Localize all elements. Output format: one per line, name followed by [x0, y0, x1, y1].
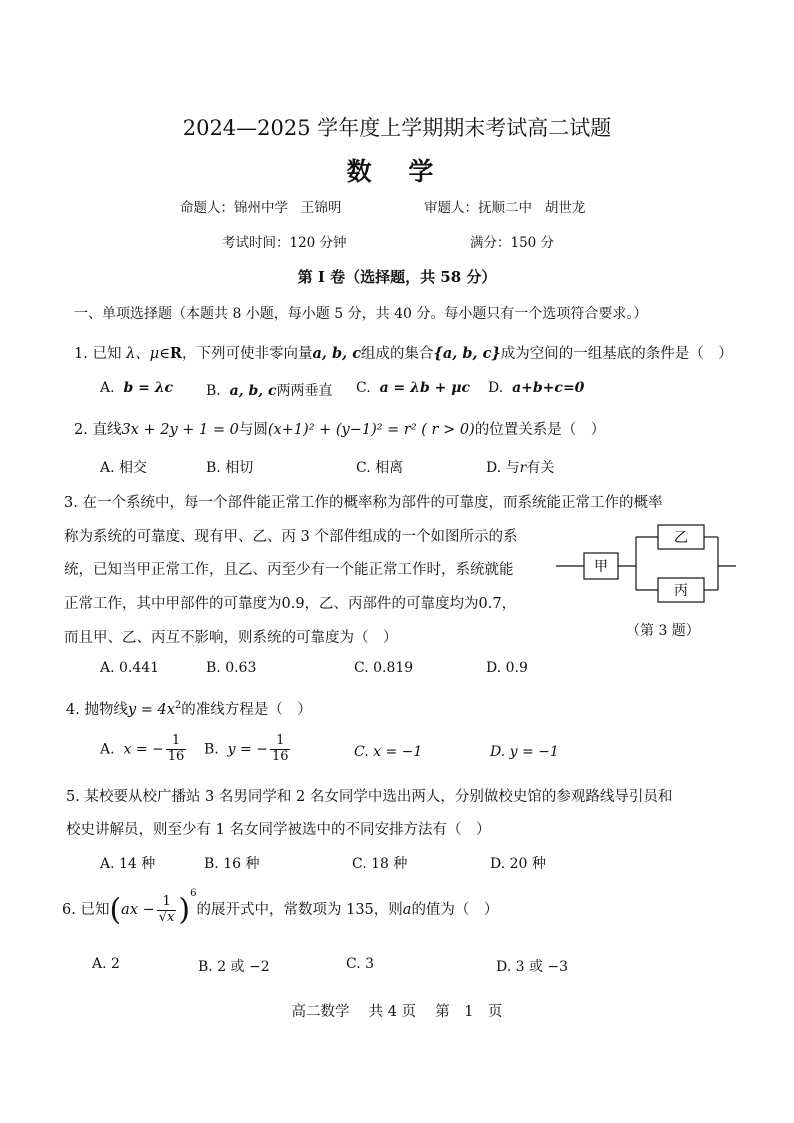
q4-b-frac-num: 1 [270, 734, 291, 750]
q1-b-vec: a, b, c [229, 383, 277, 399]
q4-option-a [100, 734, 188, 765]
reviewer-school: 抚顺二中 [478, 200, 532, 216]
q4-a-fraction [166, 734, 187, 765]
q4-eq: y = 4x [127, 702, 175, 718]
q4-a-lhs: x = − [123, 741, 164, 758]
question-4-stem [66, 698, 312, 719]
q6-text-c: 的值为（ ） [411, 902, 499, 918]
question-2-stem [74, 418, 605, 439]
author-line [180, 196, 341, 216]
reviewer-line [424, 196, 585, 216]
question-3-line-2: 称为系统的可靠度、现有甲、乙、丙 3 个部件组成的一个如图所示的系 [64, 529, 518, 545]
q3-option-c: C. 0.819 [354, 660, 414, 676]
q1-text-d: 组成的集合 [361, 346, 434, 362]
q2-d-post: 有关 [526, 460, 555, 476]
author-name: 王锦明 [300, 200, 342, 216]
q1-set: {a, b, c} [433, 345, 501, 362]
page-footer: 高二数学 共 4 页 第 1 页 [291, 1004, 503, 1020]
q2-d-pre: D. 与 [486, 460, 520, 476]
q6-option-d: D. 3 或 −3 [496, 959, 569, 975]
q6-var-a: a [402, 902, 412, 918]
q2-circle-eq: (x+1)² + (y−1)² = r² ( r > 0) [267, 422, 475, 438]
q6-option-a: A. 2 [92, 956, 120, 972]
q1-option-b [206, 380, 333, 400]
q2-option-b: B. 相切 [206, 460, 254, 476]
reviewer-name: 胡世龙 [544, 200, 586, 216]
author-school: 锦州中学 [234, 200, 288, 216]
component-jia-label: 甲 [594, 559, 608, 575]
q5-option-a: A. 14 种 [100, 856, 156, 872]
exam-title: 2024—2025 学年度上学期期末考试高二试题 [182, 116, 612, 140]
q1-option-a [100, 380, 173, 396]
part-heading: 第 I 卷（选择题，共 58 分） [297, 268, 497, 286]
q2-line-eq: 3x + 2y + 1 = 0 [121, 422, 239, 438]
q6-frac-den: √x [158, 909, 175, 925]
component-yi-label: 乙 [674, 530, 688, 546]
q5-option-d: D. 20 种 [490, 856, 546, 872]
q4-eq-sup: 2 [174, 700, 182, 712]
q6-option-c: C. 3 [346, 956, 375, 972]
figure-caption: （第 3 题） [626, 623, 700, 639]
q1-vars: λ、μ [126, 346, 160, 362]
reviewer-label: 审题人： [424, 200, 478, 216]
question-3-line-5: 而且甲、乙、丙互不影响，则系统的可靠度为（ ） [64, 630, 398, 646]
section-1-instruction: 一、单项选择题（本题共 8 小题，每小题 5 分，共 40 分。每小题只有一个选项符合要求。） [74, 306, 648, 322]
q3-option-d: D. 0.9 [486, 660, 528, 676]
q1-c-math: a = λb + μc [379, 380, 470, 396]
q4-b-fraction [270, 734, 291, 765]
q6-text-b: 的展开式中，常数项为 135，则 [196, 902, 403, 918]
q4-option-b [204, 734, 292, 765]
q6-text-a: 6. 已知 [62, 902, 110, 918]
q6-left-paren: ( [109, 892, 122, 928]
q4-b-label: B. [204, 741, 219, 758]
q2-option-c: C. 相离 [356, 460, 404, 476]
q1-vectors: a, b, c [312, 345, 362, 362]
q2-option-d [486, 457, 554, 477]
q1-b-label: B. [206, 383, 221, 399]
q4-b-frac-den: 16 [271, 748, 289, 764]
q1-a-math: b = λc [123, 380, 174, 396]
q1-d-math: a+b+c=0 [512, 380, 585, 396]
q3-option-b: B. 0.63 [206, 660, 257, 676]
component-bing-label: 丙 [674, 583, 688, 599]
q1-c-label: C. [356, 380, 371, 396]
q6-right-paren: ) [178, 892, 191, 928]
q6-frac-num: 1 [157, 895, 177, 911]
q2-d-var: r [519, 460, 527, 476]
q5-option-c: C. 18 种 [352, 856, 408, 872]
q6-option-b: B. 2 或 −2 [198, 959, 270, 975]
q4-b-lhs: y = − [227, 741, 268, 758]
question-5-line-1: 5. 某校要从校广播站 3 名男同学和 2 名女同学中选出两人，分别做校史馆的参观路线导引员和 [66, 789, 673, 805]
q1-d-label: D. [488, 380, 504, 396]
author-label: 命题人： [180, 200, 234, 216]
question-6-stem [62, 888, 498, 928]
q4-text-a: 4. 抛物线 [66, 702, 128, 718]
question-3-line-1: 3. 在一个系统中，每一个部件能正常工作的概率称为部件的可靠度，而系统能正常工作的概率 [64, 495, 663, 511]
question-3-line-3: 统，已知当甲正常工作，且乙、丙至少有一个能正常工作时，系统就能 [64, 562, 514, 578]
q5-option-b: B. 16 种 [204, 856, 260, 872]
q4-a-frac-num: 1 [166, 734, 187, 750]
question-1-stem [74, 342, 733, 363]
full-score: 满分：150 分 [470, 235, 555, 251]
q2-text-b: 与圆 [238, 422, 268, 438]
q1-b-text: 两两垂直 [276, 383, 333, 399]
q4-text-b: 的准线方程是（ ） [181, 702, 312, 718]
q4-a-frac-den: 16 [167, 748, 185, 764]
exam-time: 考试时间：120 分钟 [222, 235, 347, 251]
q1-text-c: ，下列可使非零向量 [181, 346, 313, 362]
system-diagram [554, 520, 738, 610]
q1-text-e: 成为空间的一组基底的条件是（ ） [500, 346, 733, 362]
q6-fraction [157, 895, 177, 926]
question-5-line-2: 校史讲解员，则至少有 1 名女同学被选中的不同安排方法有（ ） [66, 822, 491, 838]
q4-option-c: C. x = −1 [354, 744, 423, 760]
q4-a-label: A. [100, 741, 115, 758]
q1-text-a: 1. 已知 [74, 346, 122, 362]
q1-option-d [488, 380, 584, 396]
q1-in: ∈ [159, 346, 170, 362]
q2-text-a: 2. 直线 [74, 422, 122, 438]
q6-power: 6 [190, 888, 197, 899]
q6-expr-ax: ax − [121, 902, 155, 918]
q1-R: R [169, 345, 182, 362]
q2-option-a: A. 相交 [100, 460, 148, 476]
q3-option-a: A. 0.441 [100, 660, 160, 676]
q4-option-d: D. y = −1 [490, 744, 559, 760]
q1-option-c [356, 380, 470, 396]
question-3-line-4: 正常工作，其中甲部件的可靠度为0.9，乙、丙部件的可靠度均为0.7， [64, 596, 517, 612]
q2-text-c: 的位置关系是（ ） [474, 422, 606, 438]
q1-a-label: A. [100, 380, 115, 396]
subject-title: 数 学 [346, 157, 448, 186]
